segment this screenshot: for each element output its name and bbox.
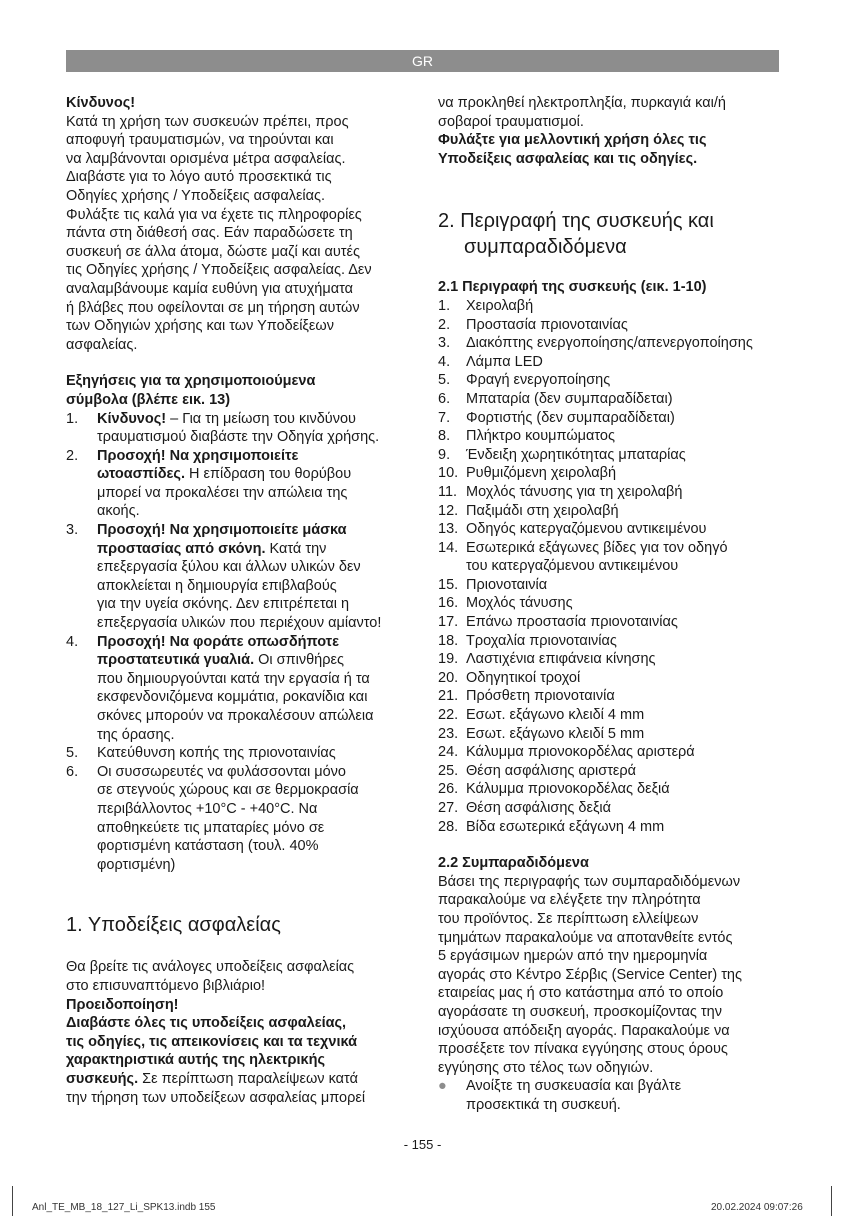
text-fragment: Κατεύθυνση κοπής της πριονοταινίας [97, 745, 336, 762]
text-fragment: μπορεί να προκαλέσει την απώλεια της [97, 484, 348, 501]
list-line [97, 614, 411, 633]
part-label: Προστασία πριονοταινίας [466, 316, 628, 333]
danger-paragraph [66, 113, 411, 355]
footer-filename: Anl_TE_MB_18_127_Li_SPK13.indb 155 [32, 1202, 216, 1213]
list-number: 15. [438, 576, 459, 593]
continued-line: σοβαροί τραυματισμοί. [438, 113, 584, 130]
part-label: Μοχλός τάνυσης [466, 595, 573, 612]
list-number: 19. [438, 651, 459, 668]
text-fragment: Οι σπινθήρες [254, 652, 344, 669]
list-line [97, 577, 411, 596]
left-column [66, 94, 411, 1107]
danger-line: τις Οδηγίες χρήσης / Υποδείξεις ασφαλείας. Δεν [66, 262, 372, 279]
danger-line: ή βλάβες που οφείλονται σε μη τήρηση αυτών [66, 299, 360, 316]
warning-title: Προειδοποίηση! [66, 996, 179, 1013]
warning-text-fragment: Σε περίπτωση παραλείψεων κατά [138, 1070, 358, 1087]
text-fragment: ακοής. [97, 503, 140, 520]
intro-line: στο επισυναπτόμενο βιβλιάριο! [66, 977, 266, 994]
list-item [438, 502, 783, 521]
keep-instructions-line: Υποδείξεις ασφαλείας και τις οδηγίες. [438, 150, 698, 167]
page-number: - 155 - [403, 1137, 442, 1152]
warning-line: την τήρηση των υποδείξεων ασφαλείας μπορεί [66, 1089, 366, 1106]
list-item [66, 410, 411, 447]
list-item [438, 632, 783, 651]
list-number: 1. [66, 410, 79, 427]
list-number: 3. [438, 335, 451, 352]
list-line [97, 670, 411, 689]
text-fragment: φορτισμένη) [97, 856, 176, 873]
list-number: 24. [438, 744, 459, 761]
delivery-line: τμημάτων παρακαλούμε να αποτανθείτε εντός [438, 929, 733, 946]
list-item [66, 633, 411, 745]
symbols-heading [66, 372, 411, 409]
list-item [438, 334, 783, 353]
list-number: 25. [438, 762, 459, 779]
list-item [438, 483, 783, 502]
list-number: 6. [66, 763, 79, 780]
part-label: Φορτιστής (δεν συμπαραδίδεται) [466, 409, 675, 426]
list-item [438, 353, 783, 372]
list-number: 3. [66, 522, 79, 539]
list-number: 11. [438, 483, 458, 500]
delivery-line: αγοράσατε τη συσκευή, προσκομίζοντας την [438, 1003, 722, 1020]
text-fragment: της όρασης. [97, 726, 175, 743]
section-2-title-line: 2. Περιγραφή της συσκευής και [438, 210, 714, 233]
list-item [438, 613, 783, 632]
right-column [438, 94, 783, 1115]
part-label: Επάνω προστασία πριονοταινίας [466, 614, 678, 631]
delivery-line: ισχύουσα απόδειξη αγοράς. Παρακαλούμε να [438, 1022, 730, 1039]
warning-line [66, 1070, 411, 1089]
text-fragment: αποθηκεύετε τις μπαταρίες μόνο σε [97, 819, 325, 836]
text-fragment: – Για τη μείωση του κινδύνου [166, 410, 356, 427]
warning-bold-fragment: συσκευής. [66, 1070, 139, 1087]
part-label: Κάλυμμα πριονοκορδέλας αριστερά [466, 744, 695, 761]
part-label: Πριονοταινία [466, 576, 548, 593]
bold-fragment: ωτοασπίδες. [97, 466, 185, 483]
delivery-line: Βάσει της περιγραφής των συμπαραδιδόμενων [438, 873, 741, 890]
list-item [438, 780, 783, 799]
list-line [97, 651, 411, 670]
text-fragment: επεξεργασία υλικών που περιέχουν αμίαντο! [97, 615, 382, 632]
danger-title: Κίνδυνος! [66, 95, 136, 111]
list-line [97, 465, 411, 484]
list-line [97, 633, 411, 652]
danger-line: πάντα στη διάθεσή σας. Εάν παραδώσετε τη [66, 225, 353, 242]
language-bar [66, 50, 779, 72]
list-number: 26. [438, 781, 459, 798]
keep-instructions-line: Φυλάξτε για μελλοντική χρήση όλες τις [438, 132, 707, 149]
list-line [97, 447, 411, 466]
list-item [438, 762, 783, 781]
list-number: 9. [438, 446, 451, 463]
part-label: Θέση ασφάλισης αριστερά [466, 762, 637, 779]
part-label: Πρόσθετη πριονοταινία [466, 688, 615, 705]
part-label: Εσωτερικά εξάγωνες βίδες για τον οδηγό [466, 539, 728, 556]
section-2-title-line: συμπαραδιδόμενα [464, 236, 627, 259]
part-label: Εσωτ. εξάγωνο κλειδί 4 mm [466, 707, 645, 724]
bold-fragment: προστασίας από σκόνη. [97, 540, 266, 557]
list-line [97, 744, 411, 763]
list-line [97, 484, 411, 503]
list-item [66, 744, 411, 763]
list-item [438, 594, 783, 613]
language-code: GR [412, 53, 433, 69]
danger-line: συσκευή σε άλλα άτομα, δώστε μαζί και αυτές [66, 243, 360, 260]
bold-fragment: Κίνδυνος! [97, 410, 167, 427]
crop-mark-left [12, 1186, 13, 1216]
list-item [438, 316, 783, 335]
list-line [97, 726, 411, 745]
text-fragment: Οι συσσωρευτές να φυλάσσονται μόνο [97, 763, 346, 780]
list-item [66, 763, 411, 875]
list-item [66, 521, 411, 633]
bullet-icon: ● [438, 1078, 447, 1095]
list-number: 28. [438, 818, 459, 835]
list-number: 23. [438, 725, 459, 742]
part-label: Λάμπα LED [466, 353, 543, 370]
bullet-line: προσεκτικά τη συσκευή. [466, 1096, 621, 1113]
parts-list [438, 297, 783, 836]
list-number: 20. [438, 669, 459, 686]
symbols-heading-line: σύμβολα (βλέπε εικ. 13) [66, 391, 231, 408]
continued-line: να προκληθεί ηλεκτροπληξία, πυρκαγιά και/ή [438, 95, 726, 111]
crop-mark-right [831, 1186, 832, 1216]
part-label: Ρυθμιζόμενη χειρολαβή [466, 465, 617, 482]
danger-line: ασφαλείας. [66, 336, 138, 353]
list-line [97, 707, 411, 726]
danger-line: να λαμβάνονται ορισμένα μέτρα ασφαλείας. [66, 150, 346, 167]
warning-line: χαρακτηριστικά αυτής της ηλεκτρικής [66, 1052, 325, 1069]
part-label: Βίδα εσωτερικά εξάγωνη 4 mm [466, 818, 665, 835]
list-number: 21. [438, 688, 459, 705]
bold-fragment: Προσοχή! Να φοράτε οπωσδήποτε [97, 633, 339, 650]
list-line [97, 800, 411, 819]
text-fragment: Κατά την [265, 540, 327, 557]
list-number: 2. [438, 316, 451, 333]
delivery-line: προσέξετε τον πίνακα εγγύησης στους όρους [438, 1041, 728, 1058]
part-label: Λαστιχένια επιφάνεια κίνησης [466, 651, 656, 668]
list-number: 27. [438, 800, 459, 816]
danger-line: Διαβάστε για το λόγο αυτό προσεκτικά τις [66, 169, 332, 186]
part-label: Εσωτ. εξάγωνο κλειδί 5 mm [466, 725, 645, 742]
part-label: Ένδειξη χωρητικότητας μπαταρίας [466, 446, 686, 463]
list-line [97, 837, 411, 856]
part-label: του κατεργαζόμενου αντικειμένου [466, 558, 679, 575]
list-line [97, 428, 411, 447]
warning-paragraph [66, 1014, 411, 1107]
list-item [438, 650, 783, 669]
delivery-paragraph [438, 873, 783, 1078]
list-line [97, 819, 411, 838]
list-number: 16. [438, 595, 459, 612]
subsection-2-1-title: 2.1 Περιγραφή της συσκευής (εικ. 1-10) [438, 279, 707, 296]
list-line [97, 856, 411, 875]
list-item [438, 409, 783, 428]
list-number: 5. [66, 745, 79, 762]
danger-line: αναλαμβάνουμε καμία ευθύνη για ατυχήματα [66, 280, 354, 297]
list-line [97, 410, 411, 429]
text-fragment: Η επίδραση του θορύβου [184, 466, 352, 483]
list-item [438, 520, 783, 539]
danger-line: Κατά τη χρήση των συσκευών πρέπει, προς [66, 113, 349, 130]
part-label: Κάλυμμα πριονοκορδέλας δεξιά [466, 781, 670, 798]
list-line [97, 595, 411, 614]
list-item [438, 669, 783, 688]
list-number: 7. [438, 409, 451, 426]
text-fragment: που δημιουργούνται κατά την εργασία ή τα [97, 670, 370, 687]
section-1-intro [66, 958, 411, 995]
list-number: 8. [438, 428, 451, 445]
list-line [97, 763, 411, 782]
list-item [438, 725, 783, 744]
list-item [438, 576, 783, 595]
subsection-2-2-title: 2.2 Συμπαραδιδόμενα [438, 855, 589, 872]
part-label: Πλήκτρο κουμπώματος [466, 428, 615, 445]
list-number: 13. [438, 521, 459, 538]
part-label: Οδηγός κατεργαζόμενου αντικειμένου [466, 521, 707, 538]
part-label: Διακόπτης ενεργοποίησης/απενεργοποίησης [466, 335, 753, 352]
list-item [438, 464, 783, 483]
list-line [97, 521, 411, 540]
list-item [66, 447, 411, 521]
list-number: 6. [438, 390, 451, 407]
delivery-line: 5 εργάσιμων ημερών από την ημερομηνία [438, 948, 708, 965]
delivery-line: εταιρείας μας ή στο κατάστημα από το οποίο [438, 985, 724, 1002]
list-number: 22. [438, 707, 459, 724]
delivery-line: αγοράς στο Κέντρο Σέρβις (Service Center) της [438, 966, 742, 983]
danger-line: των Οδηγιών χρήσης και των Υποδείξεων [66, 318, 334, 335]
list-line [97, 688, 411, 707]
list-number: 4. [438, 353, 451, 370]
list-line [97, 558, 411, 577]
list-item [438, 539, 783, 558]
symbols-heading-line: Εξηγήσεις για τα χρησιμοποιούμενα [66, 373, 316, 390]
list-item [438, 390, 783, 409]
section-1-title: 1. Υποδείξεις ασφαλείας [66, 914, 281, 937]
part-label: Μπαταρία (δεν συμπαραδίδεται) [466, 390, 673, 407]
list-item [438, 427, 783, 446]
list-number: 4. [66, 633, 79, 650]
list-item [438, 1077, 783, 1114]
danger-line: αποφυγή τραυματισμών, να τηρούνται και [66, 132, 334, 149]
list-line [97, 781, 411, 800]
list-number: 14. [438, 539, 459, 556]
list-item [438, 297, 783, 316]
part-label: Θέση ασφάλισης δεξιά [466, 800, 612, 816]
part-label: Παξιμάδι στη χειρολαβή [466, 502, 619, 519]
list-item [438, 818, 783, 837]
part-label: Τροχαλία πριονοταινίας [466, 632, 617, 649]
text-fragment: εκσφενδονιζόμενα κομμάτια, ροκανίδια και [97, 689, 368, 706]
delivery-line: παρακαλούμε να ελέγξετε την πληρότητα [438, 892, 701, 909]
warning-line: Διαβάστε όλες τις υποδείξεις ασφαλείας, [66, 1015, 347, 1032]
warning-line: τις οδηγίες, τις απεικονίσεις και τα τεχνικά [66, 1033, 357, 1050]
delivery-line: του προϊόντος. Σε περίπτωση ελλείψεων [438, 910, 699, 927]
intro-line: Θα βρείτε τις ανάλογες υποδείξεις ασφαλείας [66, 959, 355, 976]
danger-line: Οδηγίες χρήσης / Υποδείξεις ασφαλείας. [66, 187, 326, 204]
part-label: Οδηγητικοί τροχοί [466, 669, 581, 686]
text-fragment: σκόνες μπορούν να προκαλέσουν απώλεια [97, 708, 374, 724]
text-fragment: περιβάλλοντος +10°C - +40°C. Να [97, 800, 318, 817]
list-number: 10. [438, 465, 459, 482]
text-fragment: τραυματισμού διαβάστε την Οδηγία χρήσης. [97, 429, 380, 446]
part-label: Φραγή ενεργοποίησης [466, 372, 611, 389]
symbols-list [66, 410, 411, 875]
bold-fragment: Προσοχή! Να χρησιμοποιείτε μάσκα [97, 522, 347, 539]
section-2-title [438, 208, 783, 260]
list-item [438, 371, 783, 390]
list-item [438, 743, 783, 762]
list-item [438, 799, 783, 818]
list-number: 18. [438, 632, 459, 649]
list-line [97, 502, 411, 521]
list-item [438, 557, 783, 576]
list-number: 17. [438, 614, 459, 631]
part-label: Χειρολαβή [466, 297, 534, 314]
delivery-line: εγγύησης στο τέλος των οδηγιών. [438, 1059, 654, 1076]
footer-timestamp: 20.02.2024 09:07:26 [711, 1202, 803, 1213]
list-number: 12. [438, 502, 459, 519]
list-number: 1. [438, 297, 451, 314]
list-number: 5. [438, 372, 451, 389]
list-item [438, 706, 783, 725]
list-line [97, 540, 411, 559]
text-fragment: σε στεγνούς χώρους και σε θερμοκρασία [97, 782, 359, 799]
text-fragment: φορτισμένη κατάσταση (τουλ. 40% [97, 838, 319, 855]
list-number: 2. [66, 447, 79, 464]
bullet-line: Ανοίξτε τη συσκευασία και βγάλτε [466, 1078, 682, 1095]
part-label: Μοχλός τάνυσης για τη χειρολαβή [466, 483, 683, 500]
text-fragment: αποκλείεται η δημιουργία επιβλαβούς [97, 577, 337, 594]
bold-fragment: Προσοχή! Να χρησιμοποιείτε [97, 447, 299, 464]
list-item [438, 446, 783, 465]
bold-fragment: προστατευτικά γυαλιά. [97, 652, 255, 669]
text-fragment: για την υγεία σκόνης. Δεν επιτρέπεται η [97, 596, 350, 613]
text-fragment: επεξεργασία ξύλου και άλλων υλικών δεν [97, 559, 361, 576]
list-item [438, 687, 783, 706]
danger-line: Φυλάξτε τις καλά για να έχετε τις πληροφορίες [66, 206, 362, 223]
